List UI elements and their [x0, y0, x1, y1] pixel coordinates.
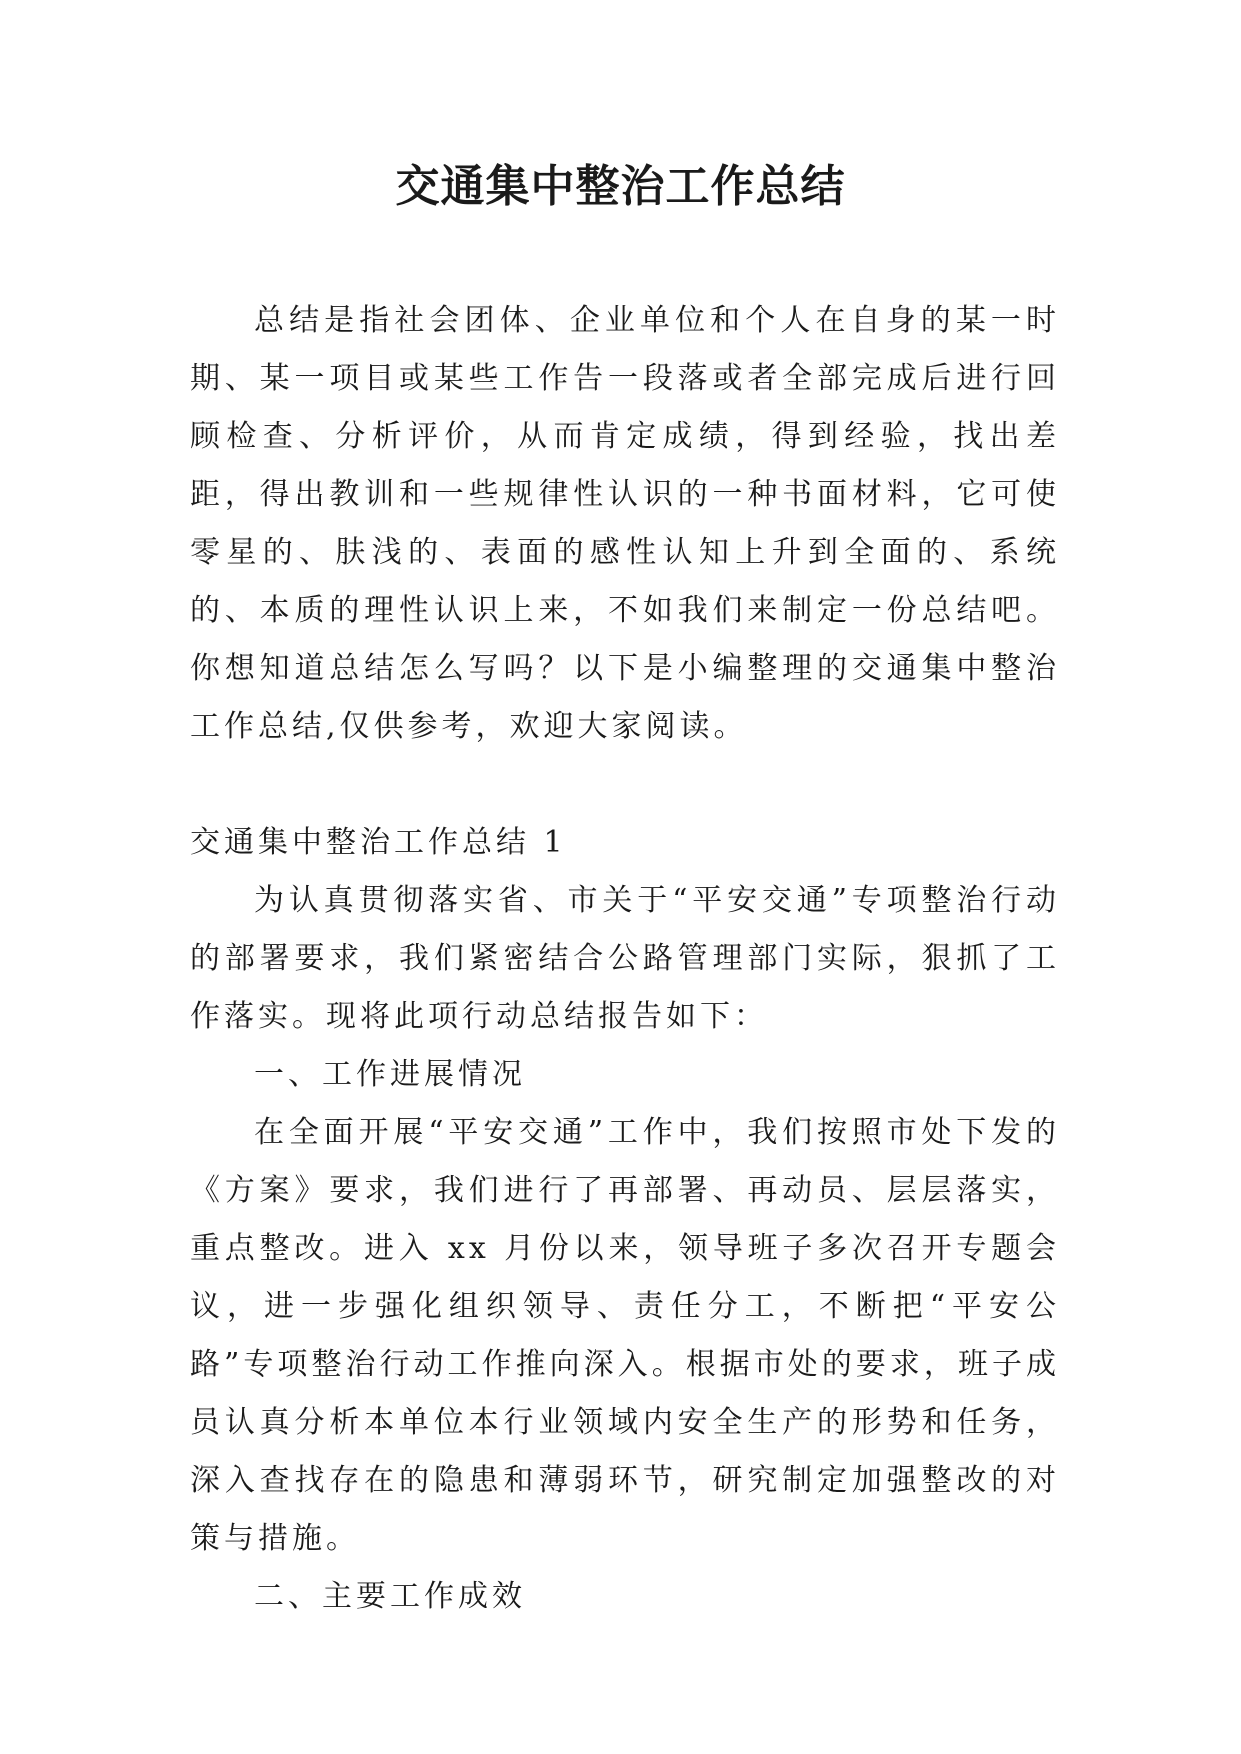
section-title: 交通集中整治工作总结 1 [190, 825, 567, 860]
document-title: 交通集中整治工作总结 [395, 161, 846, 212]
paragraph-spacer [190, 756, 1060, 814]
paragraph-progress: 在全面开展“平安交通”工作中，我们按照市处下发的《方案》要求，我们进行了再部署、再动员、层层落实，重点整改。进入 xx 月份以来，领导班子多次召开专题会议，进一步强化组织领导、责任分工，不断把“平安公路”专项整治行动工作推向深入。根据市处的要求，班子成员认真分析本单位本行业领域内安全生产的形势和任务，深入查找存在的隐患和薄弱环节，研究制定加强整改的对策与措施。 [190, 1115, 1060, 1556]
heading-results: 二、主要工作成效 [254, 1579, 526, 1614]
heading-progress: 一、工作进展情况 [254, 1057, 526, 1092]
paragraph-deployment: 为认真贯彻落实省、市关于“平安交通”专项整治行动的部署要求，我们紧密结合公路管理部门实际，狠抓了工作落实。现将此项行动总结报告如下： [190, 883, 1060, 1034]
document-body [190, 292, 1060, 1626]
intro-paragraph: 总结是指社会团体、企业单位和个人在自身的某一时期、某一项目或某些工作告一段落或者全部完成后进行回顾检查、分析评价，从而肯定成绩，得到经验，找出差距，得出教训和一些规律性认识的一种书面材料，它可使零星的、肤浅的、表面的感性认知上升到全面的、系统的、本质的理性认识上来，不如我们来制定一份总结吧。你想知道总结怎么写吗？以下是小编整理的交通集中整治工作总结,仅供参考，欢迎大家阅读。 [190, 303, 1060, 744]
